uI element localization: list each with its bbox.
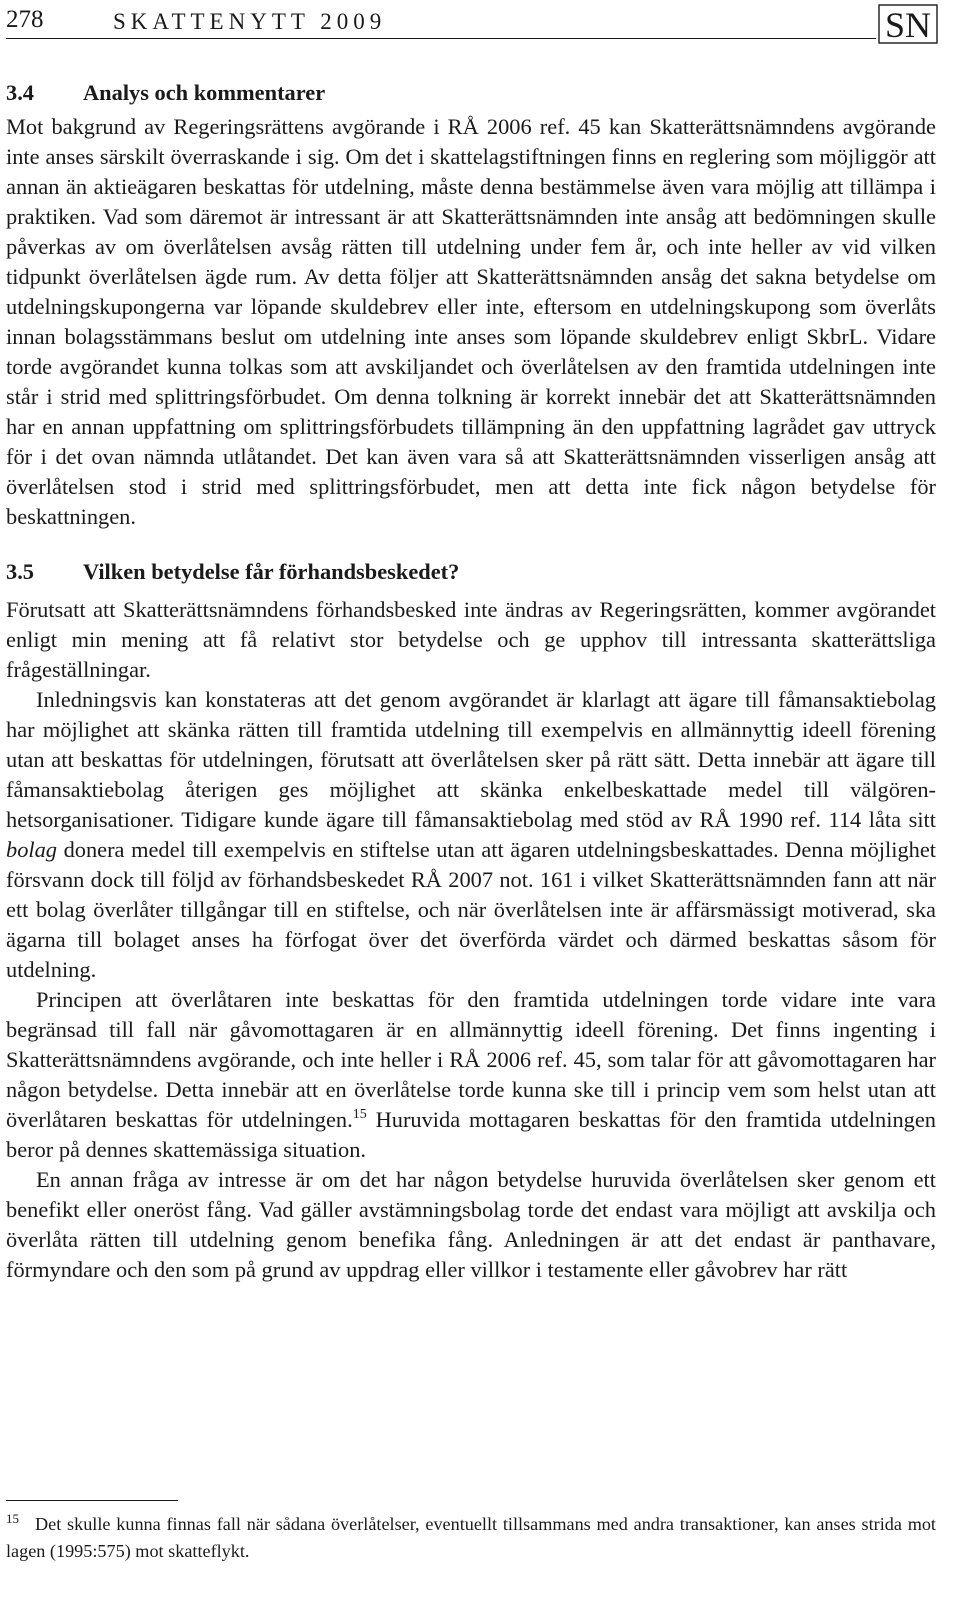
section-3-5-paragraph-2 (6, 685, 936, 985)
paragraph-text: Principen att överlåtaren inte beskattas för den framtida utdelningen torde vidare inte vara begränsad till fall när gåvomottagaren är en allmännyttig ideell förening. Det finns ingenting i Skatterättsnämndens avgörande, och inte heller i RÅ 2006 ref. 45, som talar för att gåvomottagaren har någon betydelse. Detta innebär att en överlåtelse torde kunna ske till i princip vem som helst utan att överlåtaren beskattas för utdelningen. (6, 987, 936, 1132)
section-3-5-paragraph-4: En annan fråga av intresse är om det har någon betydelse huruvida överlåtelsen sker genom ett benefikt eller oneröst fång. Vad gäller avstämningsbolag torde det endast vara möjligt att avskilja och överlåta rätten till utdelning genom benefika fång. Anledningen är att det endast är panthavare, förmyndare och den som på grund av uppdrag eller villkor i testamente eller gåvobrev har rätt (6, 1167, 936, 1282)
section-heading-3-5 (6, 557, 936, 587)
italic-word: bolag (6, 837, 58, 862)
paragraph-text: Inledningsvis kan konstateras att det genom avgörandet är klarlagt att ägare till fåmansaktiebolag har möjlighet att skänka rätten till framtida utdelning till exempelvis en allmännyttig ideell förening utan att beskattas för utdelningen, förutsatt att överlåtelsen sker på rätt sätt. Detta innebär att ägare till fåmansaktiebolag återigen ges möjlighet att skänka enkelbeskattade medel till välgörenhetsorganisationer. Tidigare kunde ägare till fåmansaktiebolag med stöd av RÅ 1990 ref. 114 låta sitt (6, 687, 936, 832)
section-3-5-paragraph-3 (6, 985, 936, 1165)
footnotes (6, 1500, 936, 1565)
journal-logo (878, 4, 938, 44)
journal-title: SKATTENYTT 2009 (113, 9, 387, 34)
main-content (6, 78, 936, 1285)
section-3-4-paragraph: Mot bakgrund av Regeringsrättens avgörande i RÅ 2006 ref. 45 kan Skatterättsnämndens avgörande inte anses särskilt överraskande i sig. Om det i skattelagstiftningen finns en reglering som möjliggör att annan än aktieägaren beskattas för utdelning, måste denna bestämmelse även vara möjlig att tillämpa i praktiken. Vad som däremot är intressant är att Skatterättsnämnden inte ansåg att bedömningen skulle påverkas av om överlåtelsen avsåg rätten till utdelning under fem år, och inte heller av vid vilken tidpunkt överlåtelsen ägde rum. Av detta följer att Skatterättsnämnden ansåg det sakna betydelse om utdelningskupongerna var löpande skuldebrev eller inte, eftersom en utdelningskupong som överlåts innan bolagsstämmans beslut om utdelning inte anses som löpande skuldebrev enligt SkbrL. Vidare torde avgörandet kunna tolkas som att avskiljandet och överlåtelsen av den framtida utdelningen inte står i strid med splittringsförbudet. Om denna tolkning är korrekt innebär det att Skatterättsnämnden har en annan uppfattning om splittringsförbudets tillämpning än den uppfattning lagrådet gav uttryck för i det ovan nämnda utlåtandet. Det kan även vara så att Skatterättsnämnden visserligen ansåg att överlåtelsen stod i strid med splittringsförbudet, men att detta inte fick någon betydelse för beskattningen. (6, 114, 936, 529)
page-number: 278 (6, 6, 44, 33)
header-rule (6, 38, 876, 39)
section-number: 3.4 (6, 80, 34, 105)
paragraph-text: Huruvida mottagaren beskattas för den framtida utdelningen beror på dennes skattemässiga situation. (6, 1107, 936, 1162)
journal-logo-text: SN (884, 5, 932, 44)
section-title: Analys och kommentarer (83, 80, 326, 105)
footnote-text: Det skulle kunna finnas fall när sådana överlåtelser, eventuellt tillsammans med andra transaktioner, kan anses strida mot lagen (1995:575) mot skatteflykt. (6, 1514, 936, 1561)
footnote-rule (6, 1500, 178, 1501)
footnote-reference[interactable]: 15 (352, 1107, 367, 1122)
paragraph-text: donera medel till exempelvis en stiftelse utan att ägaren utdelningsbeskattades. Denna möjlighet försvann dock till följd av förhandsbeskedet RÅ 2007 not. 161 i vilket Skatterättsnämnden fann att när ett bolag överlåter tillgångar till en stiftelse, och när överlåtelsen inte är affärsmässigt motiverad, ska ägarna till bolaget anses ha förfogat över det överförda värdet och därmed beskattas såsom för utdelning. (6, 837, 936, 982)
section-heading-3-4 (6, 78, 936, 108)
footnote-15: 15 Det skulle kunna finnas fall när sådana överlåtelser, eventuellt tillsammans med andra transaktioner, kan anses strida mot lagen (1995:575) mot skatteflykt. (6, 1511, 936, 1561)
running-header (6, 2, 938, 46)
section-title: Vilken betydelse får förhandsbeskedet? (83, 559, 460, 584)
section-number: 3.5 (6, 559, 34, 584)
section-3-5-paragraph-1: Förutsatt att Skatterättsnämndens förhandsbesked inte ändras av Regeringsrätten, kommer avgörandet enligt min mening att få relativt stor betydelse och ge upphov till intressanta skatterättsliga frågeställningar. (6, 597, 936, 682)
